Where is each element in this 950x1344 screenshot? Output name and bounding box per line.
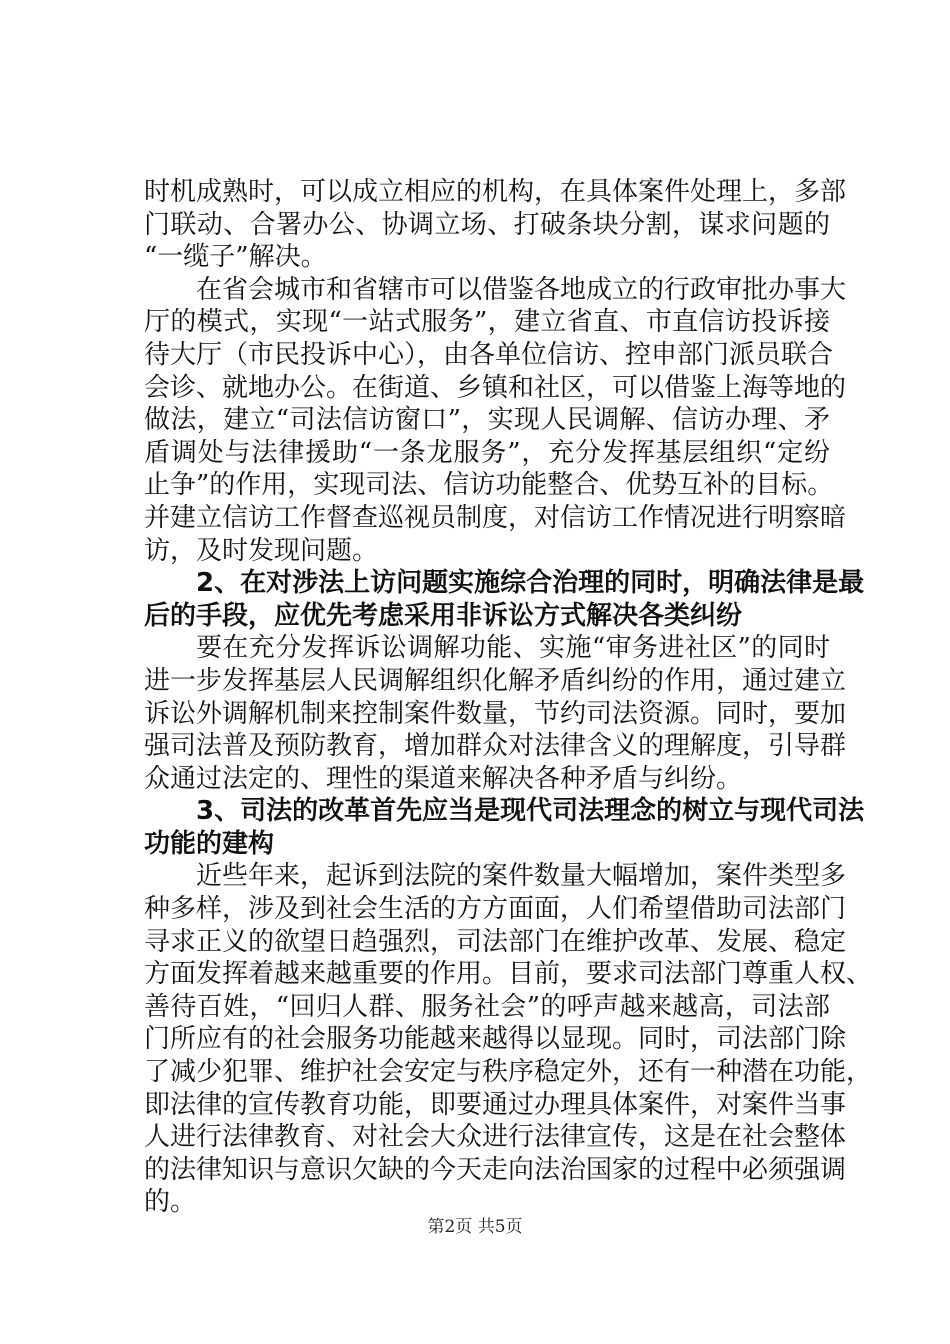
paragraph-line: 近些年来，起诉到法院的案件数量大幅增加，案件类型多 — [196, 861, 847, 892]
paragraph-line: 要在充分发挥诉讼调解功能、实施“审务进社区”的同时 — [196, 633, 830, 664]
section-heading-line: 3、司法的改革首先应当是现代司法理念的树立与现代司法 — [196, 796, 865, 827]
paragraph-line: 止争”的作用，实现司法、信访功能整合、优势互补的目标。 — [144, 470, 834, 501]
paragraph-line: “一缆子”解决。 — [144, 242, 327, 273]
paragraph-line: 门所应有的社会服务功能越来越得以显现。同时，司法部门除 — [144, 1024, 847, 1055]
paragraph-line: 寻求正义的欲望日趋强烈，司法部门在维护改革、发展、稳定 — [144, 926, 847, 957]
paragraph-line: 的法律知识与意识欠缺的今天走向法治国家的过程中必须强调 — [144, 1154, 847, 1185]
paragraph-line: 了减少犯罪、维护社会安定与秩序稳定外，还有一种潜在功能， — [144, 1057, 873, 1088]
paragraph-line: 进一步发挥基层人民调解组织化解矛盾纠纷的作用，通过建立 — [144, 665, 847, 696]
paragraph-line: 种多样，涉及到社会生活的方方面面，人们希望借助司法部门 — [144, 894, 847, 925]
paragraph-line: 做法，建立“司法信访窗口”，实现人民调解、信访办理、矛 — [144, 405, 830, 436]
paragraph-line: 强司法普及预防教育，增加群众对法律含义的理解度，引导群 — [144, 731, 847, 762]
paragraph-line: 人进行法律教育、对社会大众进行法律宣传，这是在社会整体 — [144, 1122, 847, 1153]
paragraph-line: 的。 — [144, 1187, 197, 1218]
paragraph-line: 待大厅（市民投诉中心），由各单位信访、控申部门派员联合 — [144, 339, 834, 370]
paragraph-line: 时机成熟时，可以成立相应的机构，在具体案件处理上，多部 — [144, 177, 847, 207]
paragraph-line: 诉讼外调解机制来控制案件数量，节约司法资源。同时，要加 — [144, 698, 847, 729]
paragraph-line: 即法律的宣传教育功能，即要通过办理具体案件，对案件当事 — [144, 1089, 847, 1120]
paragraph-line: 访，及时发现问题。 — [144, 535, 379, 566]
paragraph-line: 会诊、就地办公。在街道、乡镇和社区，可以借鉴上海等地的 — [144, 372, 847, 403]
section-heading-line: 后的手段，应优先考虑采用非诉讼方式解决各类纠纷 — [144, 600, 743, 631]
paragraph-line: 方面发挥着越来越重要的作用。目前，要求司法部门尊重人权、 — [144, 959, 873, 990]
paragraph-line: 众通过法定的、理性的渠道来解决各种矛盾与纠纷。 — [144, 763, 743, 794]
paragraph-line: 盾调处与法律援助“一条龙服务”，充分发挥基层组织“定纷 — [144, 437, 830, 468]
paragraph-line: 门联动、合署办公、协调立场、打破条块分割，谋求问题的 — [144, 209, 830, 240]
paragraph-line: 厅的模式，实现“一站式服务”，建立省直、市直信访投诉接 — [144, 307, 830, 338]
section-heading-line: 功能的建构 — [144, 828, 275, 859]
document-body — [144, 176, 873, 1219]
section-heading-line: 2、在对涉法上访问题实施综合治理的同时，明确法律是最 — [196, 568, 865, 599]
paragraph-line: 在省会城市和省辖市可以借鉴各地成立的行政审批办事大 — [196, 274, 847, 305]
page-footer: 第2页 共5页 — [427, 1217, 523, 1237]
paragraph-line: 善待百姓，“回归人群、服务社会”的呼声越来越高，司法部 — [144, 991, 830, 1022]
paragraph-line: 并建立信访工作督查巡视员制度，对信访工作情况进行明察暗 — [144, 502, 847, 533]
